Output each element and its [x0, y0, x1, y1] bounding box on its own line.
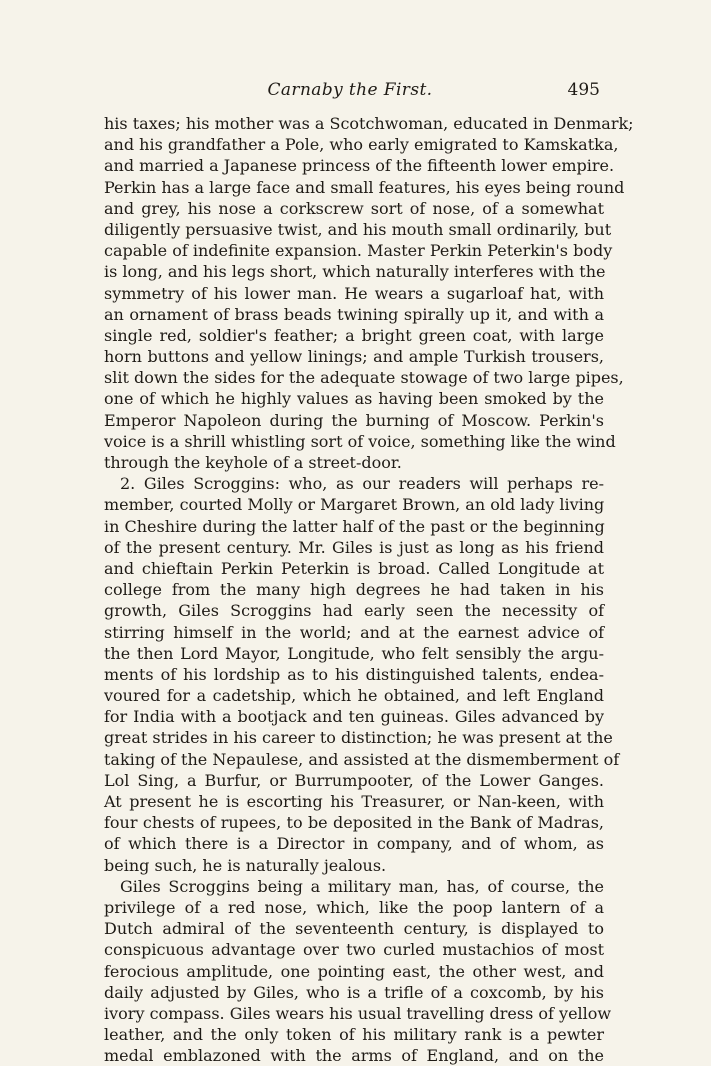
- text-line: Dutch admiral of the seventeenth century, is displayed to: [104, 919, 604, 939]
- text-line: capable of indefinite expansion. Master Perkin Peterkin's body: [104, 241, 613, 261]
- text-line: and grey, his nose a corkscrew sort of nose, of a somewhat: [104, 198, 604, 218]
- text-line: and married a Japanese princess of the fifteenth lower empire.: [104, 156, 615, 176]
- running-title: Carnaby the First.: [267, 80, 433, 100]
- text-line: is long, and his legs short, which naturally interferes with the: [104, 262, 606, 282]
- text-line: slit down the sides for the adequate stowage of two large pipes,: [104, 368, 624, 388]
- text-line: Lol Sing, a Burfur, or Burrumpooter, of the Lower Ganges.: [104, 770, 604, 790]
- text-line: single red, soldier's feather; a bright green coat, with large: [104, 325, 604, 345]
- text-line: symmetry of his lower man. He wears a sugarloaf hat, with: [104, 283, 604, 303]
- page-number: 495: [567, 80, 600, 100]
- text-line: medal emblazoned with the arms of England, and on the: [104, 1046, 604, 1066]
- text-line: in Cheshire during the latter half of the past or the beginning: [104, 516, 605, 536]
- text-line: voured for a cadetship, which he obtained, and left England: [104, 686, 604, 706]
- text-line: and chieftain Perkin Peterkin is broad. Called Longitude at: [104, 558, 604, 578]
- text-line: Perkin has a large face and small features, his eyes being round: [104, 177, 625, 197]
- text-line: conspicuous advantage over two curled mustachios of most: [104, 940, 604, 960]
- text-line: the then Lord Mayor, Longitude, who felt sensibly the argu-: [104, 643, 604, 663]
- text-line: horn buttons and yellow linings; and ample Turkish trousers,: [104, 347, 604, 367]
- page-header: [100, 80, 600, 102]
- text-line: one of which he highly values as having been smoked by the: [104, 389, 604, 409]
- text-line: Giles Scroggins being a military man, has, of course, the: [120, 876, 604, 896]
- text-line: daily adjusted by Giles, who is a trifle of a coxcomb, by his: [104, 982, 604, 1002]
- text-line: an ornament of brass beads twining spirally up it, and with a: [104, 304, 604, 324]
- text-line: and his grandfather a Pole, who early emigrated to Kamskatka,: [104, 135, 619, 155]
- text-line: ments of his lordship as to his distinguished talents, endea-: [104, 664, 604, 684]
- text-line: ferocious amplitude, one pointing east, the other west, and: [104, 961, 604, 981]
- text-line: 2. Giles Scroggins: who, as our readers will perhaps re-: [120, 474, 604, 494]
- text-line: of the present century. Mr. Giles is just as long as his friend: [104, 537, 604, 557]
- text-line: taking of the Nepaulese, and assisted at the dismemberment of: [104, 749, 620, 769]
- text-line: At present he is escorting his Treasurer, or Nan-keen, with: [104, 792, 604, 811]
- text-line: leather, and the only token of his military rank is a pewter: [104, 1025, 604, 1045]
- text-line: being such, he is naturally jealous.: [104, 855, 387, 875]
- text-line: voice is a shrill whistling sort of voice, something like the wind: [104, 431, 616, 451]
- text-line: of which there is a Director in company, and of whom, as: [104, 834, 604, 854]
- text-line: diligently persuasive twist, and his mouth small ordinarily, but: [104, 219, 612, 239]
- text-line: for India with a bootjack and ten guineas. Giles advanced by: [104, 707, 604, 727]
- text-line: his taxes; his mother was a Scotchwoman, educated in Denmark;: [104, 114, 634, 133]
- text-line: great strides in his career to distinction; he was present at the: [104, 728, 613, 748]
- body-text: [104, 113, 634, 1066]
- text-line: college from the many high degrees he had taken in his: [104, 580, 604, 600]
- text-line: four chests of rupees, to be deposited in the Bank of Madras,: [104, 813, 604, 833]
- text-line: growth, Giles Scroggins had early seen the necessity of: [104, 601, 604, 621]
- text-line: through the keyhole of a street-door.: [104, 453, 402, 472]
- text-line: member, courted Molly or Margaret Brown, an old lady living: [104, 495, 605, 515]
- text-line: Emperor Napoleon during the burning of Moscow. Perkin's: [104, 410, 604, 430]
- text-line: privilege of a red nose, which, like the poop lantern of a: [104, 897, 604, 917]
- text-line: stirring himself in the world; and at the earnest advice of: [104, 622, 604, 642]
- text-line: ivory compass. Giles wears his usual travelling dress of yellow: [104, 1003, 612, 1023]
